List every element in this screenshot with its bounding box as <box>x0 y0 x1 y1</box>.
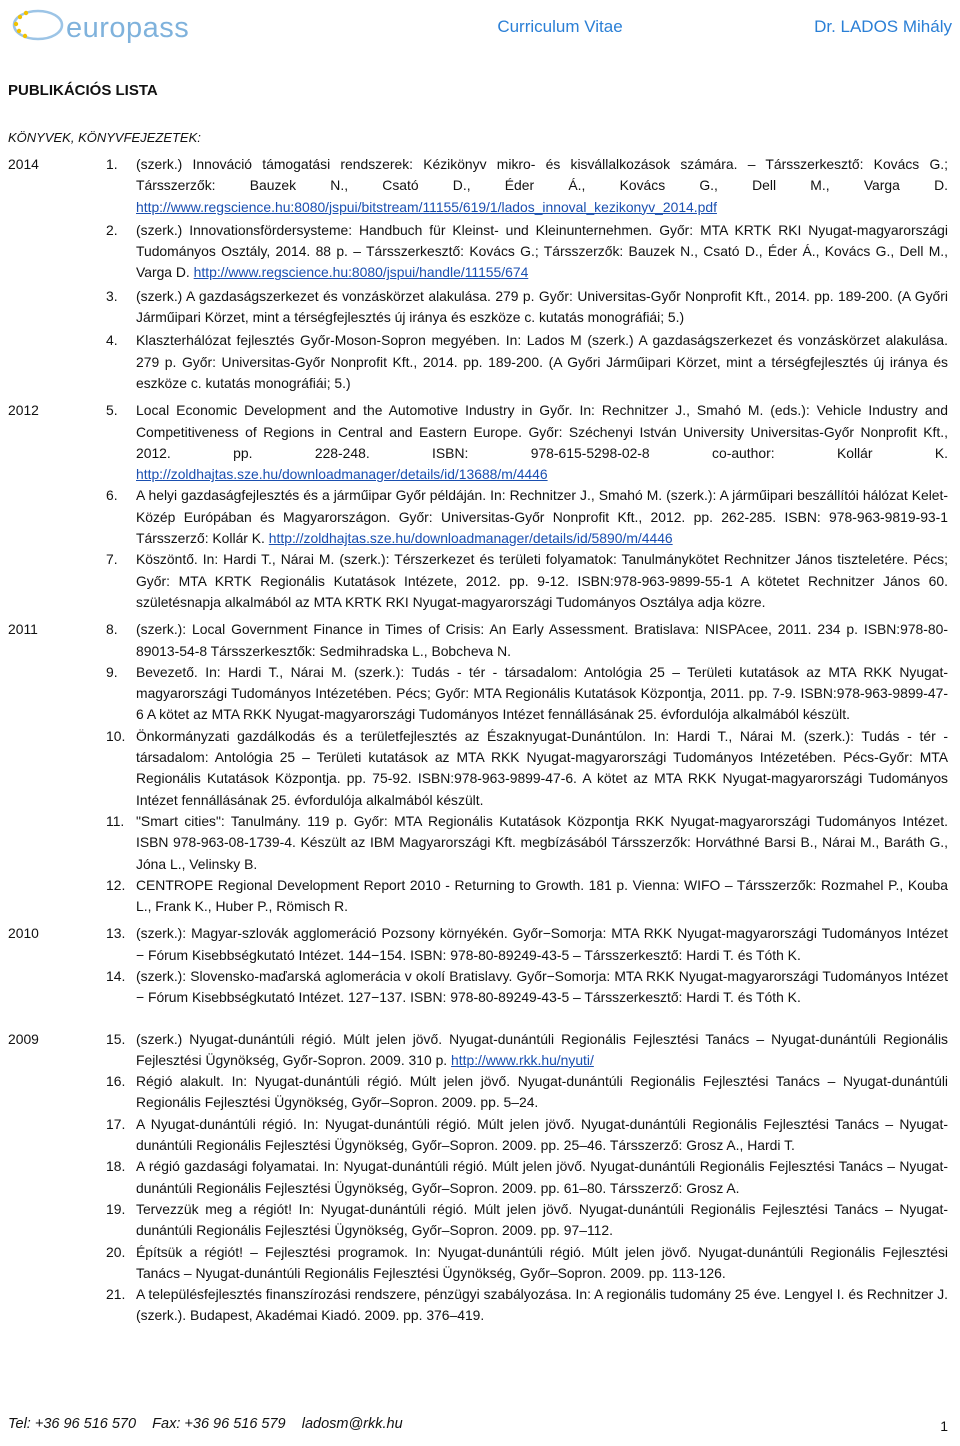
publication-entry <box>8 1156 948 1199</box>
entry-number: 14. <box>106 967 126 984</box>
entry-number: 12. <box>106 876 126 893</box>
entry-number: 16. <box>106 1073 126 1090</box>
publication-entry <box>8 485 948 549</box>
publication-entry <box>8 400 948 485</box>
publication-entry <box>8 286 948 329</box>
entry-text: (szerk.) Innováció támogatási rendszerek: Kézikönyv mikro- és kisvállalkozások számára. – Társszerkesztő: Kovács G.; Társszerzők: Bauzek N., Csató D., Éder Á., Kovács G., Dell M., Varga D. <box>136 156 948 194</box>
publication-entry <box>8 1242 948 1285</box>
publication-entry <box>8 1071 948 1114</box>
publication-entry <box>8 1199 948 1242</box>
entry-text: Bevezető. In: Hardi T., Nárai M. (szerk.): Tudás - tér - társadalom: Antológia 25 – Területi kutatások az MTA RKK Nyugat-magyarországi Tudományos Intézetében. Pécs; Győr: MTA Regionális Kutatások Központja, 2011. pp. 7-9. ISBN:978-963-9899-47-6 A kötet az MTA RKK Nyugat-magyarországi Tudományos Intézet fennállásának 25. évfordulója alkalmából készült. <box>136 663 948 723</box>
entry-text: A helyi gazdaságfejlesztés és a járműipar Győr példáján. In: Rechnitzer J., Smahó M. (szerk.): A járműipari beszállítói hálózat Kelet- Közép Európában és Magyarországon. Győr: Universitas-Győr Nonprofit Kft., 2012. pp. 262-285. ISBN: 978-963-9819-93-1 Társszerző: Kollár K. <box>136 487 948 547</box>
entry-number: 9. <box>106 663 118 680</box>
entry-number: 13. <box>106 925 126 942</box>
entry-number: 2. <box>106 221 118 238</box>
publication-entry <box>8 923 948 966</box>
publication-entry <box>8 811 948 875</box>
entry-number: 7. <box>106 551 118 568</box>
page-number: 1 <box>940 1418 948 1434</box>
section-subtitle: KÖNYVEK, KÖNYVFEJEZETEK: <box>8 130 201 145</box>
entry-number: 6. <box>106 487 118 504</box>
entry-text: (szerk.): Slovensko-maďarská aglomerácia v okolí Bratislavy. Győr−Somorja: MTA RKK Nyugat-magyarországi Tudományos Intézet − Fórum Kisebbségkutató Intézet. 127−137. ISBN: 978-80-89249-43-5 – Társszerkesztő: Hardi T. és Tóth K. <box>136 967 948 1006</box>
entry-text: Régió alakult. In: Nyugat-dunántúli régió. Múlt jelen jövő. Nyugat-dunántúli Regionális Fejlesztési Tanács – Nyugat-dunántúli Regionális Fejlesztési Ügynökség, Győr–Sopron. 2009. pp. 5–24. <box>136 1073 948 1111</box>
entry-number: 3. <box>106 287 118 304</box>
entry-number: 18. <box>106 1158 126 1175</box>
entry-number: 11. <box>106 812 125 829</box>
entry-year: 2014 <box>8 156 39 172</box>
entry-link[interactable]: http://www.regscience.hu:8080/jspui/bitstream/11155/619/1/lados_innoval_kezikonyv_2014.pdf <box>136 198 717 215</box>
entry-number: 8. <box>106 621 118 638</box>
publication-entry <box>8 1029 948 1072</box>
publication-entry <box>8 549 948 613</box>
entry-text: Tervezzük meg a régiót! In: Nyugat-dunántúli régió. Múlt jelen jövő. Nyugat-dunántúli Regionális Fejlesztési Tanács – Nyugat-dunántúli Regionális Fejlesztési Ügynökség, Győr–Sopron. 2009. pp. 97–112. <box>136 1200 948 1239</box>
entry-number: 21. <box>106 1286 126 1303</box>
page-title: PUBLIKÁCIÓS LISTA <box>8 82 158 99</box>
entry-text: (szerk.) Innovationsfördersysteme: Handbuch für Kleinst- und Kleinunternehmen. Győr: MTA KRTK RKI Nyugat-magyarországi Tudományos Osztály, 2014. 88 p. – Társszerkesztő: Kovács G.; Társszerzők: Bauzek N., Csató D., Éder Á., Kovács G., Dell M., Varga D. <box>136 221 948 281</box>
publication-entry <box>8 220 948 284</box>
entry-link[interactable]: http://zoldhajtas.sze.hu/downloadmanager/details/id/13688/m/4446 <box>136 466 548 483</box>
author-name: Dr. LADOS Mihály <box>814 17 952 36</box>
entry-text: A településfejlesztés finanszírozási rendszere, pénzügyi szabályozása. In: A regionális tudomány 25 éve. Lengyel I. és Rechnitzer J. (szerk.). Budapest, Akadémai Kiadó. 2009. pp. 376–419. <box>136 1286 948 1324</box>
document-type: Curriculum Vitae <box>497 17 623 36</box>
entry-text: CENTROPE Regional Development Report 2010 - Returning to Growth. 181 p. Vienna: WIFO – Társszerzők: Rozmahel P., Kouba L., Frank K., Huber P., Römisch R. <box>136 876 948 915</box>
entry-link[interactable]: http://www.rkk.hu/nyuti/ <box>451 1051 594 1068</box>
page-footer <box>8 1416 948 1432</box>
entry-number: 5. <box>106 402 118 419</box>
publication-entry <box>8 966 948 1009</box>
entry-number: 17. <box>106 1115 126 1132</box>
entry-text: Köszöntő. In: Hardi T., Nárai M. (szerk.): Térszerkezet és területi folyamatok: Tanulmánykötet Rechnitzer János tiszteletére. Pécs; Győr: MTA KRTK Regionális Kutatások Intézete, 2012. pp. 9-12. ISBN:978-963-9899-55-1 A kötetet Rechnitzer János 60. születésnapja alkalmából az MTA KRTK RKI Nyugat-magyarországi Tudományos Osztálya adja közre. <box>136 551 948 610</box>
entry-text: Építsük a régiót! – Fejlesztési programok. In: Nyugat-dunántúli régió. Múlt jelen jövő. Nyugat-dunántúli Regionális Fejlesztési Tanács – Nyugat-dunántúli Regionális Fejlesztési Ügynökség, Győr–Sopron. 2009. pp. 113-126. <box>136 1243 948 1281</box>
publication-entry <box>8 330 948 394</box>
entry-text: (szerk.): Local Government Finance in Times of Crisis: An Early Assessment. Bratislava: NISPAcee, 2011. 234 p. ISBN:978-80-89013-54-8 Társszerkesztők: Sedmihradska L., Bobcheva N. <box>136 621 948 659</box>
publication-entry <box>8 154 948 218</box>
entry-text: "Smart cities": Tanulmány. 119 p. Győr: MTA Regionális Kutatások Központja RKK Nyugat-magyarországi Tudományos Intézet. ISBN 978-963-08-1739-4. Készült az IBM Magyarországi Kft. megbízásából Társszerzők: Horváthné Barsi B., Nárai M., Baráth G., Jóna L., Velinsky B. <box>136 812 948 872</box>
entry-text: Local Economic Development and the Automotive Industry in Győr. In: Rechnitzer J., Smahó M. (eds.): Vehicle Industry and Competitiveness of Regions in Central and Eastern Europe. Győr: Széchenyi István University Universitas-Győr Nonprofit Kft., 2012. pp. 228-248. ISBN: 978-615-5298-02-8 co-author: Kollár K. <box>136 402 948 461</box>
entry-text: (szerk.): Magyar-szlovák agglomeráció Pozsony környékén. Győr−Somorja: MTA RKK Nyugat-magyarországi Tudományos Intézet − Fórum Kisebbségkutató Intézet. 144−154. ISBN: 978-80-89249-43-5 – Társszerkesztő: Hardi T. és Tóth K. <box>136 925 948 963</box>
entry-number: 20. <box>106 1243 126 1260</box>
entry-number: 15. <box>106 1030 126 1047</box>
entry-year: 2010 <box>8 925 39 942</box>
entry-text: Önkormányzati gazdálkodás és a területfejlesztés az Északnyugat-Dunántúlon. In: Hardi T., Nárai M. (szerk.): Tudás - tér - társadalom: Antológia 25 – Területi kutatások az MTA RKK Nyugat-magyarországi Tudományos Intézetében. Pécs-Győr: MTA Regionális Kutatások Központja. pp. 75-92. ISBN:978-963-9899-47-6. A kötet az MTA RKK Nyugat-magyarországi Tudományos Intézet fennállásának 25. évfordulója alkalmából készült. <box>136 727 948 808</box>
entry-number: 19. <box>106 1200 126 1217</box>
entry-text: (szerk.) A gazdaságszerkezet és vonzáskörzet alakulása. 279 p. Győr: Universitas-Győr Nonprofit Kft., 2014. pp. 189-200. (A Győri Járműipari Körzet, mint a térségfejlesztés új iránya és eszköze c. kutatás monográfiái; 5.) <box>136 287 948 326</box>
entry-number: 1. <box>106 156 118 172</box>
entry-text: Klaszterhálózat fejlesztés Győr-Moson-Sopron megyében. In: Lados M (szerk.) A gazdaságszerkezet és vonzáskörzet alakulása. 279 p. Győr: Universitas-Győr Nonprofit Kft., 2014. pp. 189-200. (A Győri Járműipari Körzet, mint a térségfejlesztés új iránya és eszköze c. kutatás monográfiái; 5.) <box>136 332 948 391</box>
entry-year: 2012 <box>8 402 39 419</box>
publication-list <box>8 154 948 1327</box>
europass-logo <box>8 8 190 44</box>
entry-year: 2011 <box>8 621 38 638</box>
entry-link[interactable]: http://www.regscience.hu:8080/jspui/handle/11155/674 <box>193 264 529 281</box>
entry-text: A régió gazdasági folyamatai. In: Nyugat-dunántúli régió. Múlt jelen jövő. Nyugat-dunántúli Regionális Fejlesztési Tanács – Nyugat-dunántúli Regionális Fejlesztési Ügynökség, Győr–Sopron. 2009. pp. 61–80. Társszerző: Grosz A. <box>136 1158 948 1196</box>
entry-number: 4. <box>106 332 118 349</box>
publication-entry <box>8 1284 948 1327</box>
page-header <box>0 0 960 48</box>
entry-text: (szerk.) Nyugat-dunántúli régió. Múlt jelen jövő. Nyugat-dunántúli Regionális Fejlesztési Tanács – Nyugat-dunántúli Regionális Fejlesztési Ügynökség, Győr-Sopron. 2009. 310 p. <box>136 1030 948 1068</box>
publication-entry <box>8 726 948 811</box>
entry-link[interactable]: http://zoldhajtas.sze.hu/downloadmanager/details/id/5890/m/4446 <box>268 530 673 547</box>
entry-text: A Nyugat-dunántúli régió. In: Nyugat-dunántúli régió. Múlt jelen jövő. Nyugat-dunántúli Regionális Fejlesztési Tanács – Nyugat-dunántúli Regionális Fejlesztési Ügynökség, Győr–Sopron. 2009. pp. 25–46. Társszerző: Grosz A., Hardi T. <box>136 1115 948 1154</box>
logo-text: europass <box>66 12 190 44</box>
publication-entry <box>8 875 948 918</box>
publication-entry <box>8 1114 948 1157</box>
publication-entry <box>8 662 948 726</box>
publication-entry <box>8 619 948 662</box>
europass-stars-icon <box>8 8 64 42</box>
contact-info: Tel: +36 96 516 570 Fax: +36 96 516 579 ladosm@rkk.hu <box>8 1416 403 1432</box>
entry-number: 10. <box>106 727 126 744</box>
entry-year: 2009 <box>8 1030 39 1047</box>
